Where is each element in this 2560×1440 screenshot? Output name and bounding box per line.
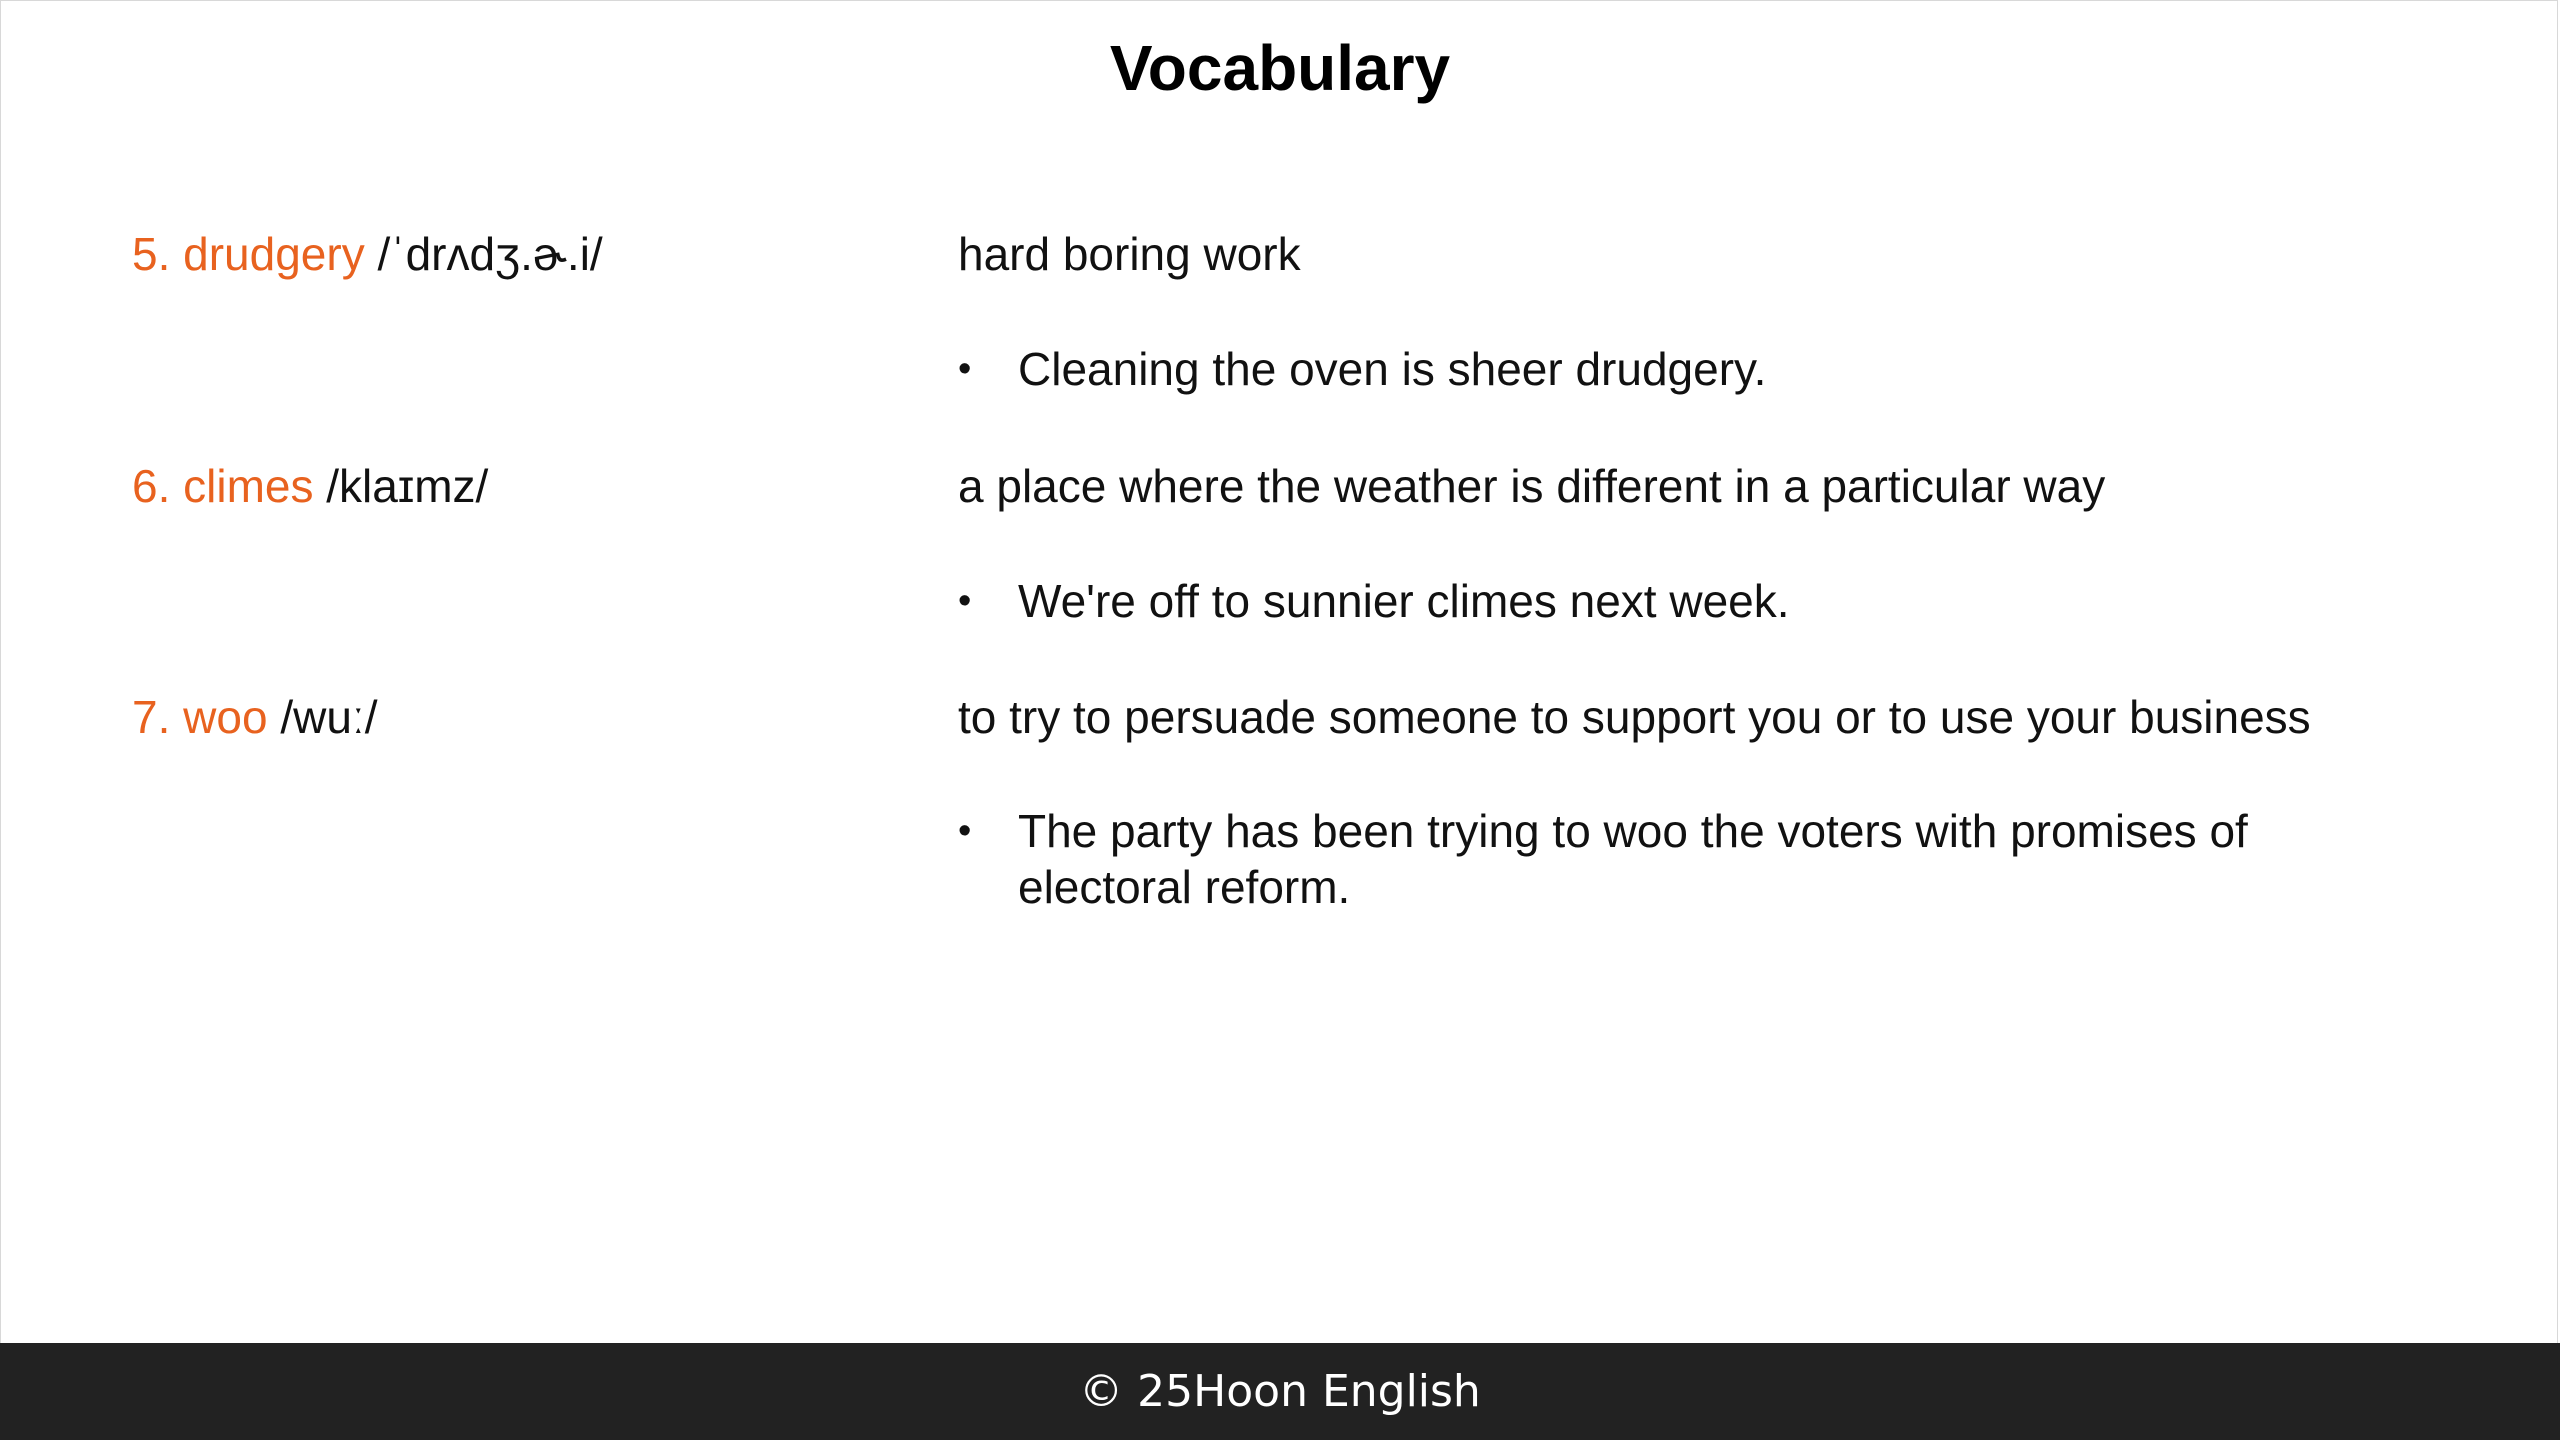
entry-example [958, 573, 2358, 629]
entry-example [958, 803, 2358, 915]
bullet-icon: • [958, 810, 972, 852]
entry-example [958, 341, 2358, 397]
entry-number: 5. [132, 228, 171, 280]
example-text: We're off to sunnier climes next week. [1018, 575, 1790, 627]
entry-number: 7. [132, 691, 171, 743]
bullet-icon: • [958, 580, 972, 622]
bullet-icon: • [958, 348, 972, 390]
entry-definition: to try to persuade someone to support you or to use your business [958, 691, 2311, 743]
entry-pronunciation: /klaɪmz/ [326, 460, 489, 512]
entry-definition: a place where the weather is different in a particular way [958, 460, 2106, 512]
entry-term: woo [183, 691, 268, 743]
entry-definition: hard boring work [958, 228, 1301, 280]
page-title: Vocabulary [1109, 32, 1451, 104]
vocab-term-drudgery [132, 226, 603, 282]
example-text: Cleaning the oven is sheer drudgery. [1018, 343, 1767, 395]
entry-number: 6. [132, 460, 171, 512]
copyright-footer: © 25Hoon English [0, 1343, 2560, 1440]
vocab-term-climes [132, 458, 488, 514]
entry-pronunciation: /ˈdrʌdʒ.ɚ.i/ [377, 228, 603, 280]
entry-term: climes [183, 460, 314, 512]
example-text: The party has been trying to woo the voters with promises of electoral reform. [1018, 805, 2248, 913]
entry-pronunciation: /wuː/ [280, 691, 378, 743]
entry-term: drudgery [183, 228, 365, 280]
vocab-term-woo [132, 689, 377, 745]
